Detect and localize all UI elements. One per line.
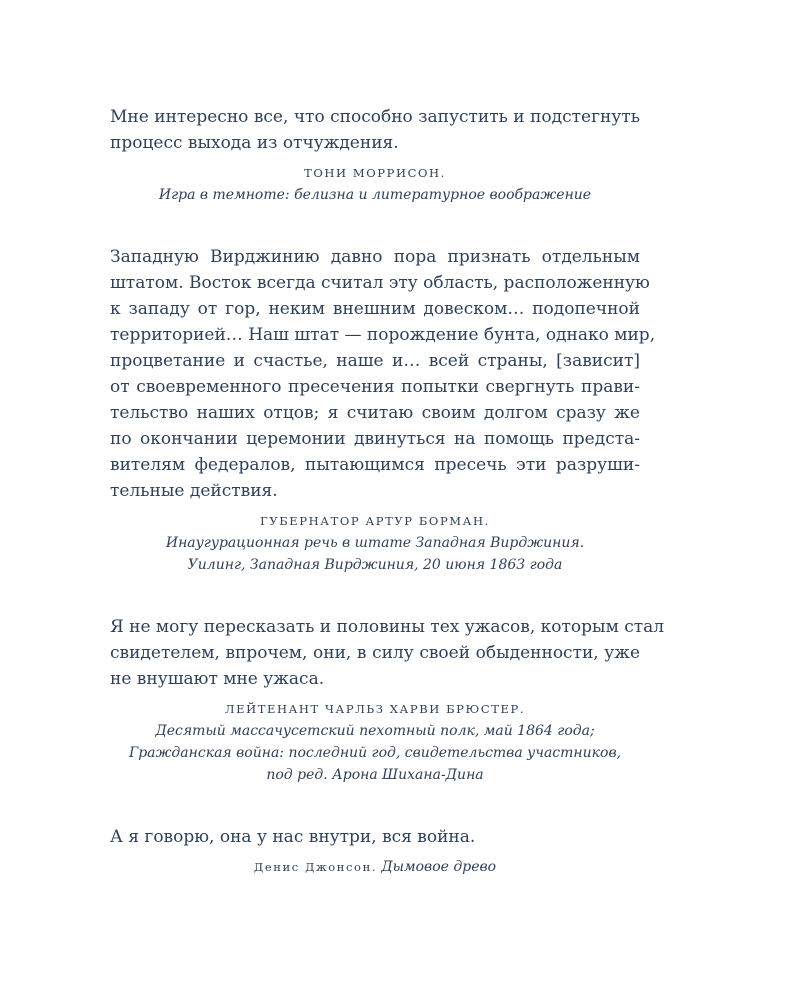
epigraph-quote [110, 244, 656, 504]
quote-line: А я говорю, она у нас внутри, вся война. [110, 827, 476, 847]
epigraph-quote [110, 104, 640, 156]
quote-line: Западную Вирджинию давно пора признать отдельным [110, 247, 640, 267]
quote-line: тельство наших отцов; я считаю своим долгом сразу же [110, 403, 640, 423]
quote-line: тельные действия. [110, 481, 278, 501]
quote-line: процесс выхода из отчуждения. [110, 133, 399, 153]
epigraph-quote [110, 614, 665, 692]
epigraph-source: Дымовое древо [381, 859, 497, 875]
quote-line: от своевременного пресечения попытки свергнуть прави- [110, 377, 640, 397]
quote-line: процветание и счастье, наше и… всей страны, [зависит] [110, 351, 640, 371]
epigraph-source: Игра в темноте: белизна и литературное воображение [158, 187, 592, 203]
epigraph-johnson [110, 824, 640, 879]
epigraph-source: под ред. Арона Шихана-Дина [266, 767, 484, 783]
epigraph-morrison [110, 104, 640, 206]
quote-line: территорией… Наш штат — порождение бунта, однако мир, [110, 325, 656, 345]
epigraph-author: ЛЕЙТЕНАНТ ЧАРЛЬЗ ХАРВИ БРЮСТЕР. [224, 702, 526, 716]
quote-line: Я не могу пересказать и половины тех ужасов, которым стал [110, 617, 665, 637]
epigraph-quote [110, 824, 640, 850]
epigraph-author: ТОНИ МОРРИСОН. [304, 166, 446, 180]
quote-line: вителям федералов, пытающимся пресечь эти разруши- [110, 455, 640, 475]
epigraph-brewster [110, 614, 665, 786]
epigraph-source: Уилинг, Западная Вирджиния, 20 июня 1863 года [187, 557, 563, 573]
epigraph-source: Гражданская война: последний год, свидетельства участников, [128, 745, 622, 761]
quote-line: по окончании церемонии двинуться на помощь предста- [110, 429, 640, 449]
quote-line: не внушают мне ужаса. [110, 669, 325, 689]
epigraph-borman [110, 244, 656, 576]
epigraph-page [110, 104, 665, 917]
epigraph-attribution [110, 698, 640, 786]
quote-line: свидетелем, впрочем, они, в силу своей обыденности, уже [110, 643, 640, 663]
epigraph-attribution [110, 510, 640, 576]
quote-line: штатом. Восток всегда считал эту область, расположенную [110, 273, 650, 293]
epigraph-attribution [110, 162, 640, 206]
epigraph-source: Десятый массачусетский пехотный полк, май 1864 года; [155, 723, 595, 739]
quote-line: к западу от гор, неким внешним довеском… подопечной [110, 299, 640, 319]
quote-line: Мне интересно все, что способно запустить и подстегнуть [110, 107, 640, 127]
epigraph-author: ГУБЕРНАТОР АРТУР БОРМАН. [260, 514, 490, 528]
epigraph-author: Денис Джонсон. [253, 860, 378, 874]
epigraph-source: Инаугурационная речь в штате Западная Вирджиния. [165, 535, 585, 551]
epigraph-attribution [110, 856, 640, 879]
